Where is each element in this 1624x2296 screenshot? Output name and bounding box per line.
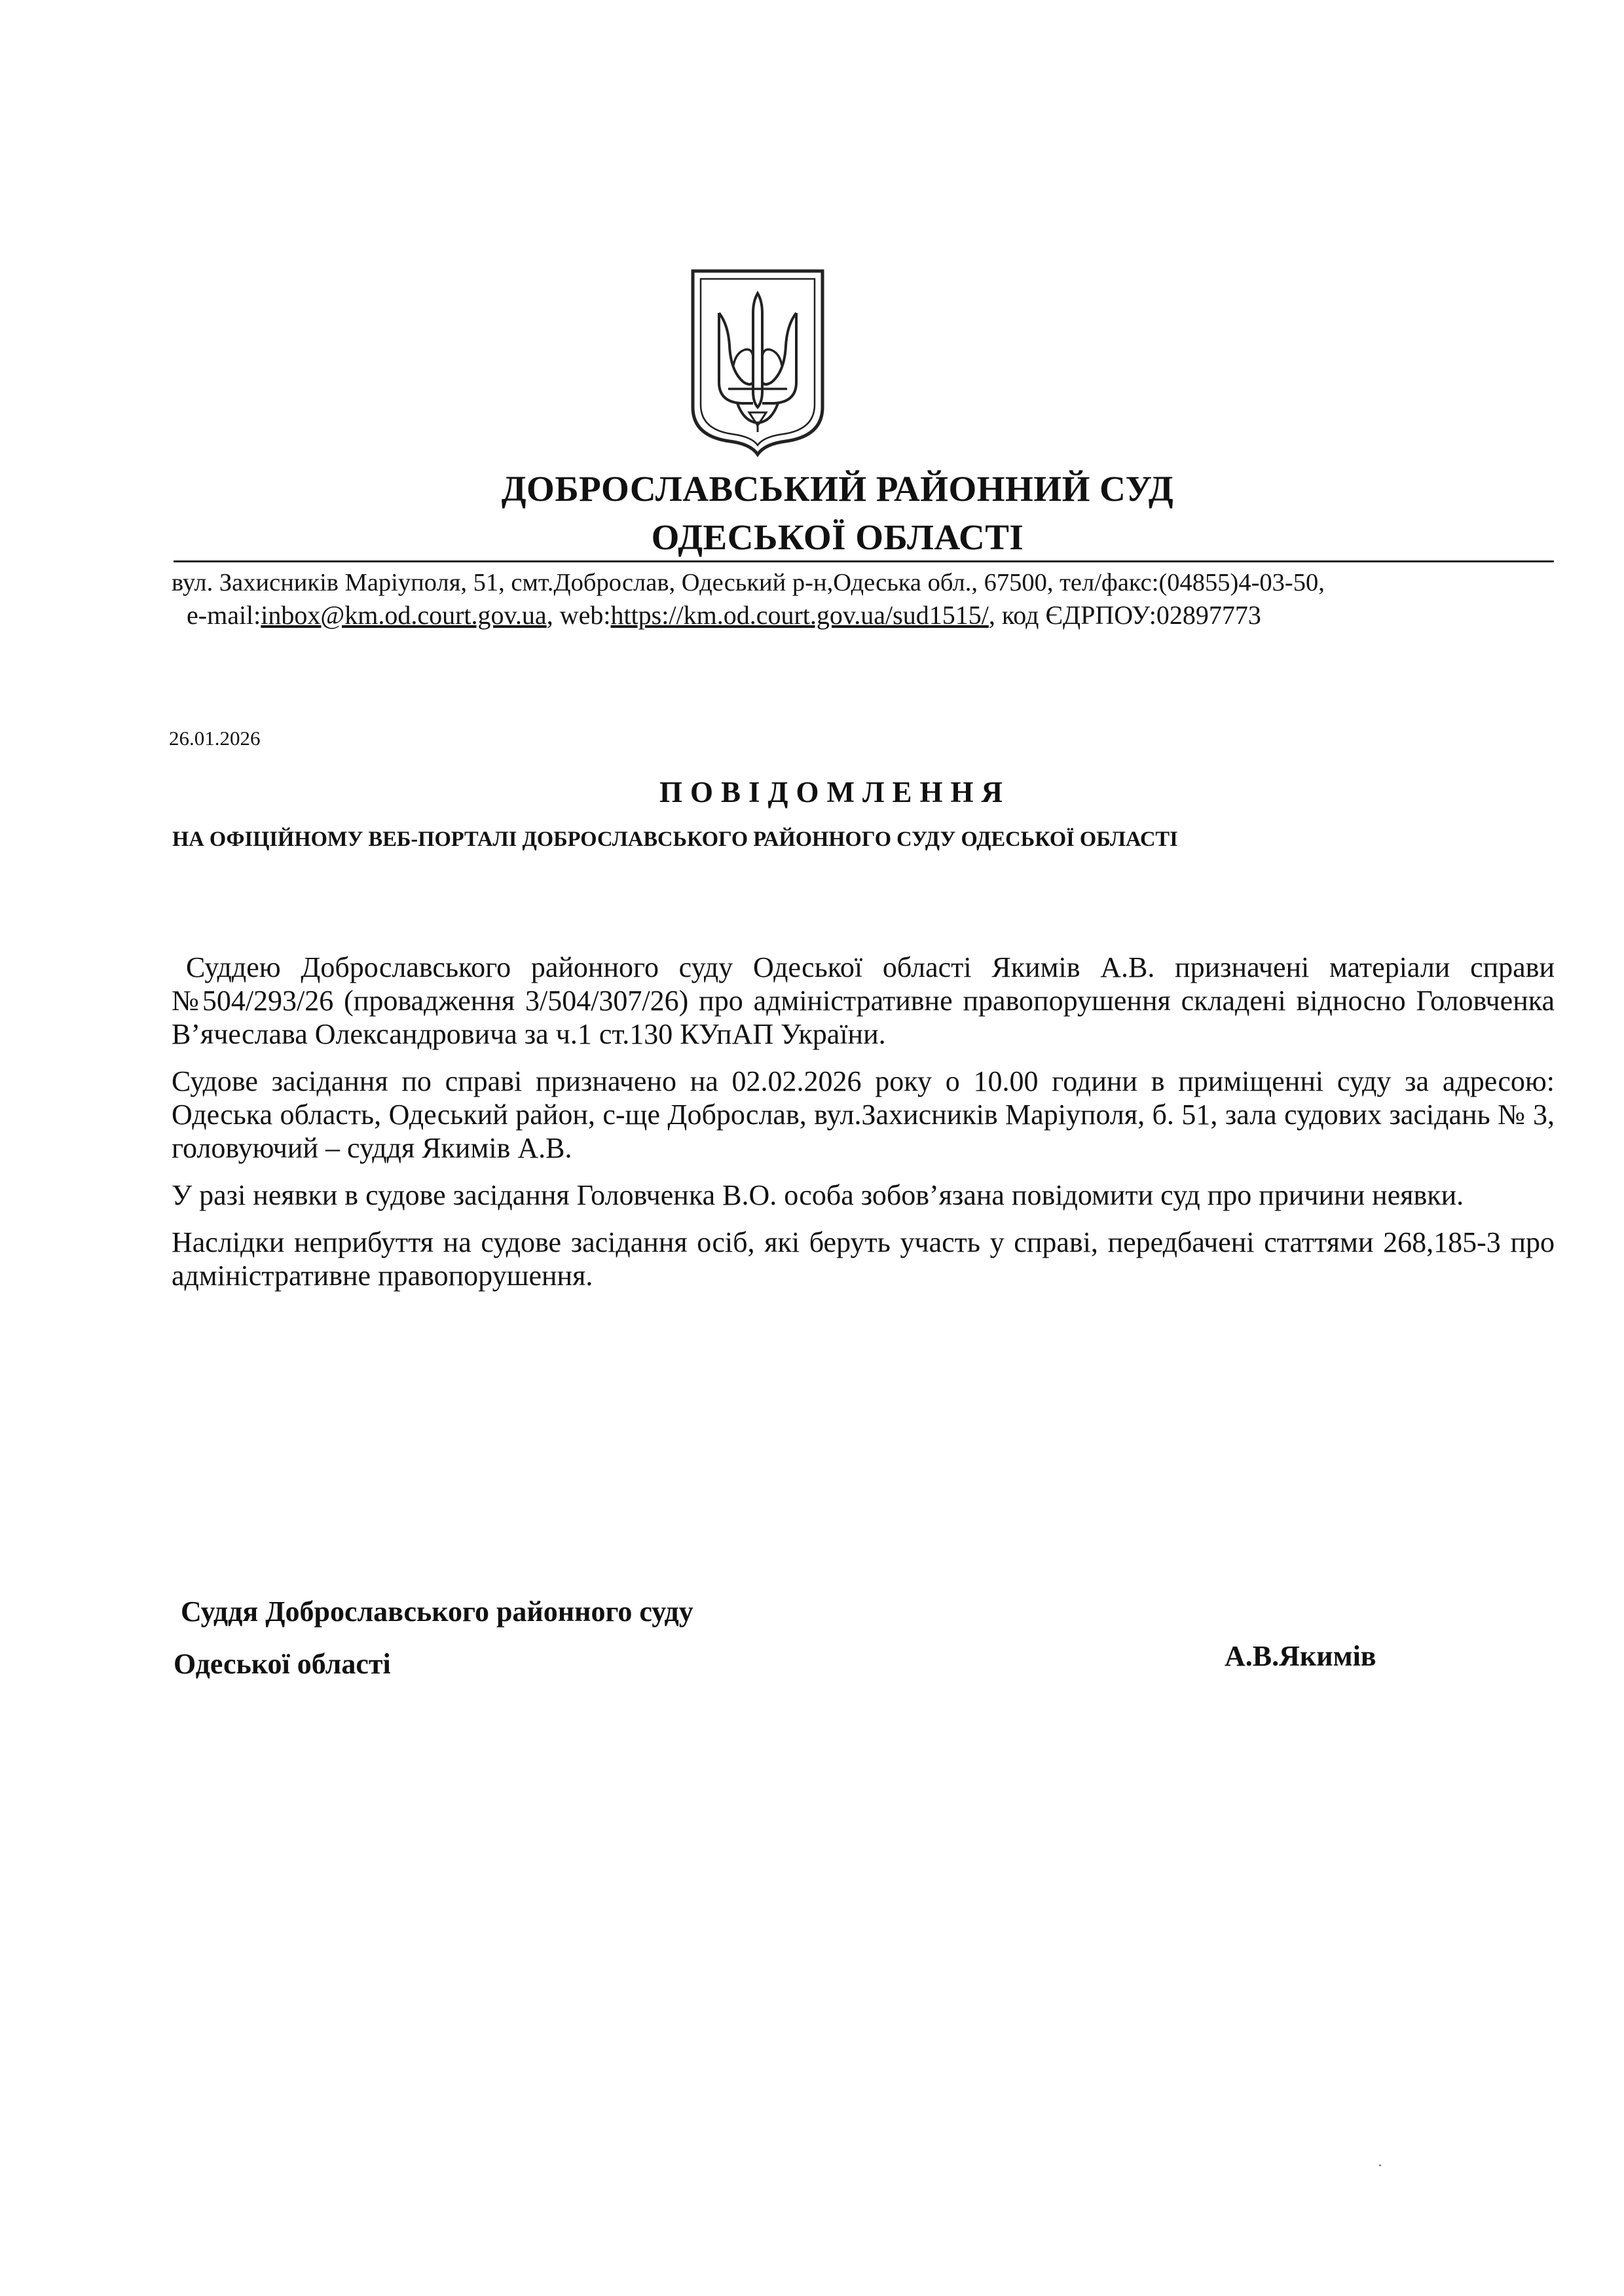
signature-position-line2: Одеської області [174, 1648, 391, 1680]
scan-speck [1379, 2164, 1381, 2166]
email-link[interactable]: inbox@km.od.court.gov.ua [261, 600, 547, 630]
header-divider [174, 560, 1554, 562]
web-label: , web: [546, 600, 611, 630]
court-address: вул. Захисників Маріуполя, 51, смт.Доброслав, Одеський р-н,Одеська обл., 67500, тел/факс:(04855)4-03-50, [172, 569, 1325, 596]
court-name-line1: ДОБРОСЛАВСЬКИЙ РАЙОННИЙ СУД [501, 469, 1174, 509]
signature-position-line1: Суддя Доброславського районного суду [181, 1595, 693, 1628]
edrpou-code: , код ЄДРПОУ:02897773 [988, 600, 1261, 630]
paragraph: Наслідки неприбуття на судове засідання осіб, які беруть участь у справі, передбачені статтями 268,185-3 про адміністративне правопорушення. [172, 1226, 1555, 1292]
web-link[interactable]: https://km.od.court.gov.ua/sud1515/ [610, 600, 989, 630]
email-label: e-mail: [187, 600, 261, 630]
document-title: ПОВІДОМЛЕННЯ [659, 776, 1010, 809]
document-date: 26.01.2026 [169, 727, 261, 750]
signature-name: А.В.Якимів [1225, 1640, 1376, 1672]
notice-body [172, 951, 1555, 1306]
ukraine-trident-coat-of-arms-icon [688, 267, 828, 457]
court-name-line2: ОДЕСЬКОЇ ОБЛАСТІ [651, 517, 1024, 557]
paragraph: Суддею Доброславського районного суду Одеської області Якимів А.В. призначені матеріали справи №504/293/26 (провадження 3/504/307/26) про адміністративне правопорушення складені відносно Головченка В’ячеслава Олександровича за ч.1 ст.130 КУпАП України. [172, 951, 1555, 1050]
paragraph: Судове засідання по справі призначено на 02.02.2026 року о 10.00 години в приміщенні суду за адресою: Одеська область, Одеський район, с-ще Доброслав, вул.Захисників Маріуполя, б. 51, зала судових засідань № 3, головуючий – суддя Якимів А.В. [172, 1065, 1555, 1164]
court-contacts [187, 600, 1575, 631]
paragraph: У разі неявки в судове засідання Головченка В.О. особа зобов’язана повідомити суд про причини неявки. [172, 1179, 1464, 1211]
document-subtitle: НА ОФІЦІЙНОМУ ВЕБ-ПОРТАЛІ ДОБРОСЛАВСЬКОГО РАЙОННОГО СУДУ ОДЕСЬКОЇ ОБЛАСТІ [172, 828, 1178, 851]
